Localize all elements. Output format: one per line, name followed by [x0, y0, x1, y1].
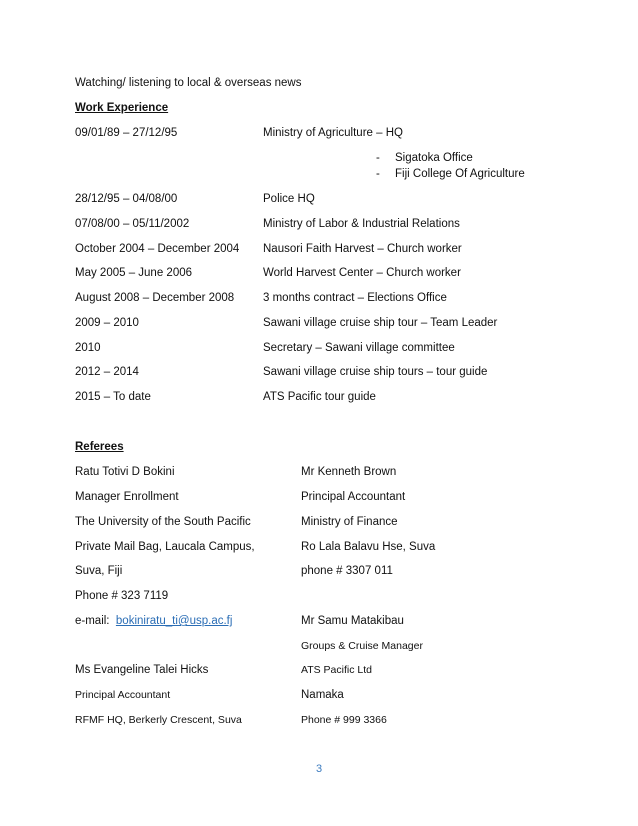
work-period: October 2004 – December 2004: [75, 243, 240, 255]
work-role: Ministry of Labor & Industrial Relations: [263, 218, 460, 230]
referee-right-line: Ro Lala Balavu Hse, Suva: [301, 541, 436, 553]
sub-item-dash: -: [376, 168, 380, 180]
work-period: 28/12/95 – 04/08/00: [75, 193, 178, 205]
work-role: Ministry of Agriculture – HQ: [263, 127, 403, 139]
referee-right-line: Ministry of Finance: [301, 516, 398, 528]
work-period: 2010: [75, 342, 101, 354]
work-role: ATS Pacific tour guide: [263, 391, 376, 403]
referee-left-line: The University of the South Pacific: [75, 516, 251, 528]
work-period: 2009 – 2010: [75, 317, 139, 329]
work-role: Nausori Faith Harvest – Church worker: [263, 243, 462, 255]
work-period: August 2008 – December 2008: [75, 292, 235, 304]
referee-left-line: Ms Evangeline Talei Hicks: [75, 664, 209, 676]
page-number: 3: [315, 763, 323, 775]
referee-right-line: Phone # 999 3366: [301, 714, 387, 726]
email-line: [75, 614, 232, 628]
referee-right-line: Groups & Cruise Manager: [301, 640, 423, 652]
referee-left-line: Suva, Fiji: [75, 565, 123, 577]
work-period: 2015 – To date: [75, 391, 151, 403]
referee-left-line: Manager Enrollment: [75, 491, 179, 503]
referee-right-line: Namaka: [301, 689, 344, 701]
work-period: 2012 – 2014: [75, 366, 139, 378]
work-period: May 2005 – June 2006: [75, 267, 193, 279]
referee-left-line: RFMF HQ, Berkerly Crescent, Suva: [75, 714, 242, 726]
referee-right-line: Principal Accountant: [301, 491, 406, 503]
work-role: Sawani village cruise ship tour – Team Leader: [263, 317, 498, 329]
email-label: e-mail:: [75, 615, 110, 627]
referee-left-line: Phone # 323 7119: [75, 590, 169, 602]
work-role: Sawani village cruise ship tours – tour guide: [263, 366, 488, 378]
work-role: World Harvest Center – Church worker: [263, 267, 461, 279]
referee-left-line: Ratu Totivi D Bokini: [75, 466, 175, 478]
referee-right-line: Mr Kenneth Brown: [301, 466, 397, 478]
work-role: 3 months contract – Elections Office: [263, 292, 447, 304]
referee-right-line: ATS Pacific Ltd: [301, 664, 372, 676]
referee-right-line: phone # 3307 011: [301, 565, 393, 577]
work-period: 09/01/89 – 27/12/95: [75, 127, 178, 139]
referees-heading: Referees: [75, 441, 124, 453]
work-experience-heading: Work Experience: [75, 102, 169, 114]
sub-item-dash: -: [376, 152, 380, 164]
sub-item-text: Sigatoka Office: [395, 152, 473, 164]
referee-left-line: Principal Accountant: [75, 689, 171, 701]
sub-item-text: Fiji College Of Agriculture: [395, 168, 525, 180]
work-role: Police HQ: [263, 193, 315, 205]
work-period: 07/08/00 – 05/11/2002: [75, 218, 190, 230]
hobby-line: Watching/ listening to local & overseas news: [75, 77, 302, 89]
work-role: Secretary – Sawani village committee: [263, 342, 455, 354]
referee-right-line: Mr Samu Matakibau: [301, 615, 404, 627]
referee-left-line: Private Mail Bag, Laucala Campus,: [75, 541, 255, 553]
email-link[interactable]: bokiniratu_ti@usp.ac.fj: [115, 615, 233, 627]
